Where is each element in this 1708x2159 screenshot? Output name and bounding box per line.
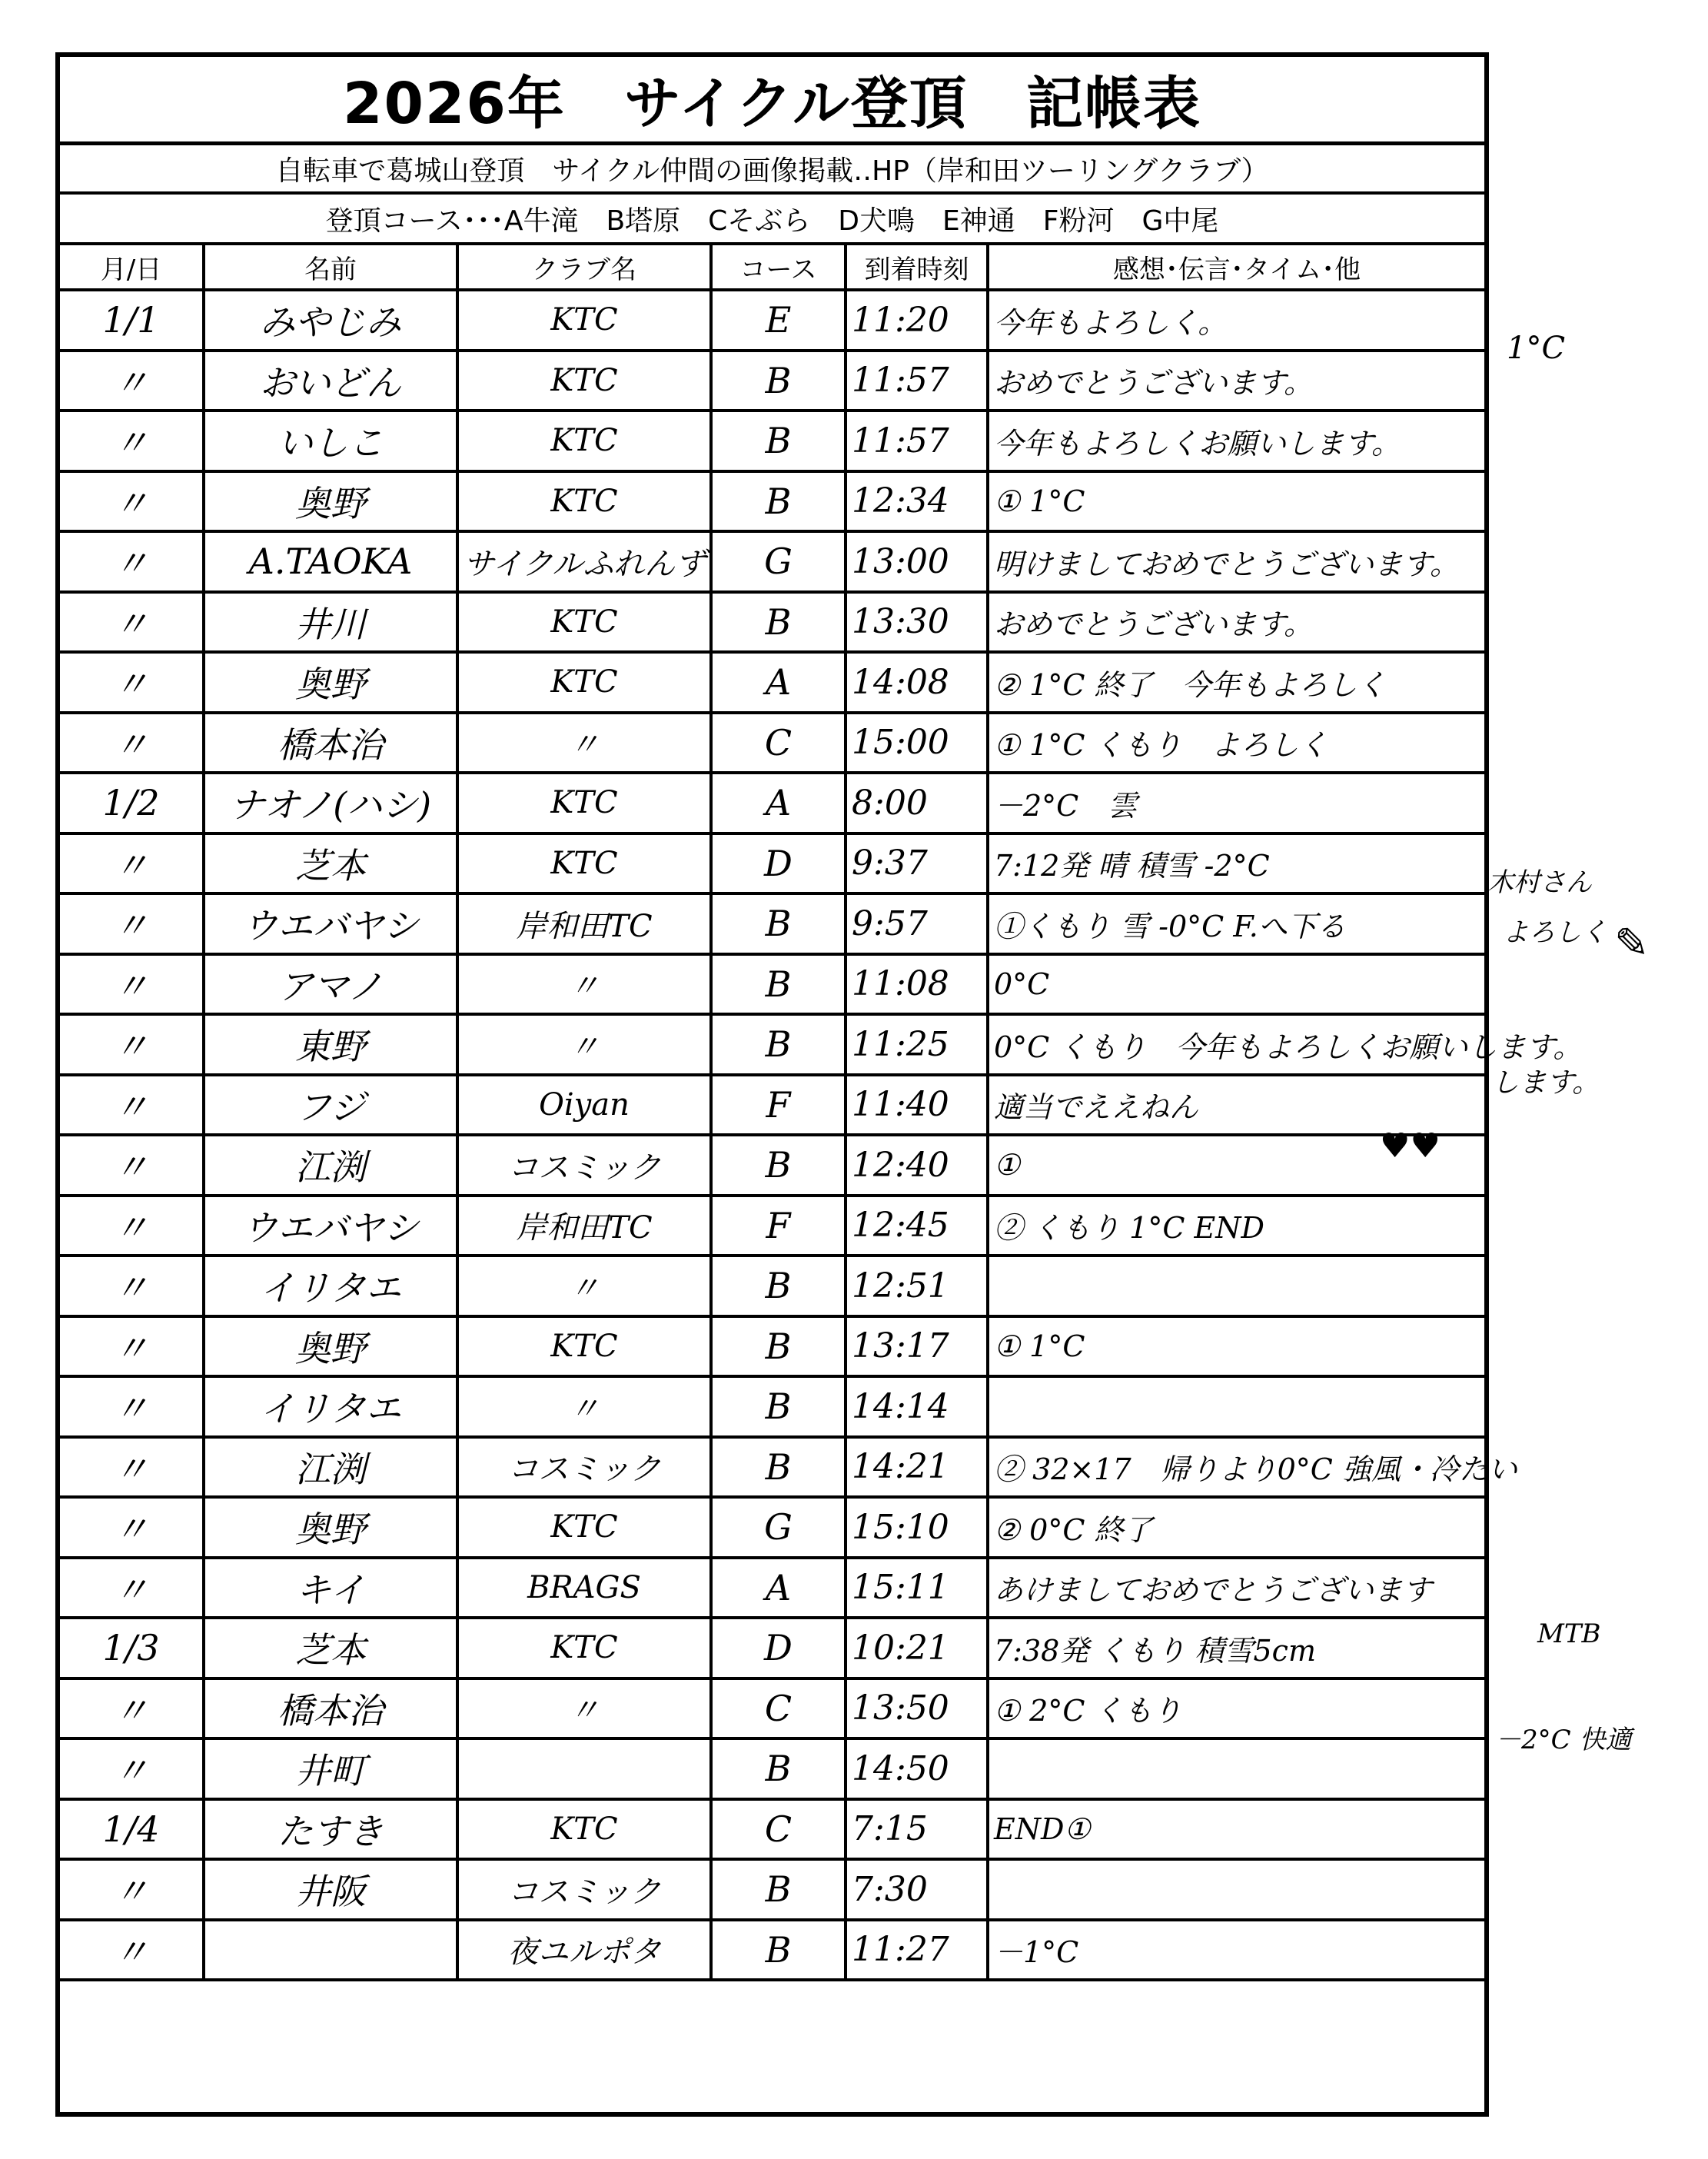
cell-date: 〃 — [60, 1256, 204, 1316]
cell-time: 9:57 — [846, 893, 988, 954]
cell-club: KTC — [457, 1799, 711, 1860]
table-row — [60, 1558, 1484, 1618]
cell-date: 〃 — [60, 1014, 204, 1075]
cell-time: 11:27 — [846, 1920, 988, 1981]
cell-time: 8:00 — [846, 773, 988, 833]
cell-club: Oiyan — [457, 1075, 711, 1136]
cell-time: 11:20 — [846, 290, 988, 351]
cell-club: コスミック — [457, 1437, 711, 1498]
subtitle: 自転車で葛城山登頂 サイクル仲間の画像掲載‥HP（岸和田ツーリングクラブ） — [60, 145, 1484, 195]
cell-comment: 0°C くもり 今年もよろしくお願いします。 — [988, 1014, 1484, 1075]
cell-date: 〃 — [60, 652, 204, 713]
cell-name: 橋本治 — [204, 1678, 457, 1739]
table-row — [60, 290, 1484, 351]
table-row — [60, 1014, 1484, 1075]
table-row — [60, 471, 1484, 532]
cell-time: 12:34 — [846, 471, 988, 532]
cell-date: 〃 — [60, 1859, 204, 1920]
col-header-time: 到着時刻 — [846, 245, 988, 290]
cell-comment: 7:12発 晴 積雪 -2°C — [988, 833, 1484, 894]
cell-club: 〃 — [457, 1376, 711, 1437]
cell-name: 芝本 — [204, 1618, 457, 1678]
table-row — [60, 1799, 1484, 1860]
cell-comment: おめでとうございます。 — [988, 351, 1484, 411]
cell-time: 11:40 — [846, 1075, 988, 1136]
cell-date: 〃 — [60, 1558, 204, 1618]
cell-date: 〃 — [60, 1497, 204, 1558]
cell-club: 〃 — [457, 954, 711, 1015]
cell-club: BRAGS — [457, 1558, 711, 1618]
cell-date: 〃 — [60, 1678, 204, 1739]
cell-course: B — [711, 351, 846, 411]
cell-date: 〃 — [60, 471, 204, 532]
cell-date: 〃 — [60, 411, 204, 471]
cell-comment: ① 2°C くもり — [988, 1678, 1484, 1739]
cell-time: 13:17 — [846, 1316, 988, 1377]
table-row — [60, 1256, 1484, 1316]
cell-date: 〃 — [60, 893, 204, 954]
cell-comment: END① — [988, 1799, 1484, 1860]
cell-name: イリタエ — [204, 1376, 457, 1437]
cell-course: B — [711, 1859, 846, 1920]
cell-comment: ① 1°C — [988, 1316, 1484, 1377]
cell-comment — [988, 1738, 1484, 1799]
cell-comment: ② くもり 1°C END — [988, 1196, 1484, 1256]
table-row — [60, 1738, 1484, 1799]
table-row — [60, 592, 1484, 653]
cell-name: 奥野 — [204, 1497, 457, 1558]
cell-name: 奥野 — [204, 471, 457, 532]
cell-comment: 7:38発 くもり 積雪5cm — [988, 1618, 1484, 1678]
cell-time: 14:14 — [846, 1376, 988, 1437]
course-legend: 登頂コース･･･A牛滝 B塔原 Cそぶら D犬鳴 E神通 F粉河 G中尾 — [60, 195, 1484, 245]
cell-time: 11:57 — [846, 351, 988, 411]
cell-name: みやじみ — [204, 290, 457, 351]
cell-course: G — [711, 531, 846, 592]
cell-name: 江渕 — [204, 1437, 457, 1498]
cell-club: KTC — [457, 773, 711, 833]
cell-course: B — [711, 1920, 846, 1981]
cell-time: 11:25 — [846, 1014, 988, 1075]
cell-date: 1/2 — [60, 773, 204, 833]
cell-course: C — [711, 713, 846, 773]
cell-comment — [988, 1256, 1484, 1316]
cell-club: 〃 — [457, 1678, 711, 1739]
cell-time: 11:57 — [846, 411, 988, 471]
cell-name: フジ — [204, 1075, 457, 1136]
cell-club: KTC — [457, 592, 711, 653]
cell-name: 橋本治 — [204, 713, 457, 773]
cell-comment: ① 1°C — [988, 471, 1484, 532]
cell-club: 〃 — [457, 1014, 711, 1075]
cell-course: C — [711, 1678, 846, 1739]
cell-course: F — [711, 1196, 846, 1256]
table-row — [60, 652, 1484, 713]
cell-course: B — [711, 1738, 846, 1799]
cell-name: たすき — [204, 1799, 457, 1860]
col-header-club: クラブ名 — [457, 245, 711, 290]
cell-club: KTC — [457, 652, 711, 713]
heart-icon: ♥♥ — [1380, 1126, 1441, 1166]
cell-comment: 今年もよろしくお願いします。 — [988, 411, 1484, 471]
cell-comment: ② 32×17 帰りより0°C 強風・冷たい — [988, 1437, 1484, 1498]
cell-course: B — [711, 1437, 846, 1498]
cell-name: ナオノ(ハシ) — [204, 773, 457, 833]
header-row — [60, 245, 1484, 290]
cell-course: A — [711, 773, 846, 833]
cell-club: コスミック — [457, 1859, 711, 1920]
cell-comment: －1°C — [988, 1920, 1484, 1981]
cell-name: 井川 — [204, 592, 457, 653]
cell-comment: あけましておめでとうございます — [988, 1558, 1484, 1618]
col-header-name: 名前 — [204, 245, 457, 290]
cell-date: 1/1 — [60, 290, 204, 351]
cell-time: 12:51 — [846, 1256, 988, 1316]
table-row — [60, 1678, 1484, 1739]
cell-course: G — [711, 1497, 846, 1558]
cell-comment: ② 1°C 終了 今年もよろしく — [988, 652, 1484, 713]
cell-name: アマノ — [204, 954, 457, 1015]
cell-club: KTC — [457, 1316, 711, 1377]
table-row — [60, 1618, 1484, 1678]
cell-comment: 0°C — [988, 954, 1484, 1015]
cell-club: 〃 — [457, 713, 711, 773]
col-header-comment: 感想･伝言･タイム･他 — [988, 245, 1484, 290]
cell-date: 〃 — [60, 833, 204, 894]
cell-comment — [988, 1859, 1484, 1920]
cell-time: 15:00 — [846, 713, 988, 773]
cell-time: 7:30 — [846, 1859, 988, 1920]
cell-club — [457, 1738, 711, 1799]
cell-name: 芝本 — [204, 833, 457, 894]
cell-name: 井阪 — [204, 1859, 457, 1920]
cell-course: B — [711, 592, 846, 653]
cell-date: 〃 — [60, 1920, 204, 1981]
cell-course: B — [711, 1316, 846, 1377]
cell-course: B — [711, 1135, 846, 1196]
table-row — [60, 713, 1484, 773]
cell-date: 〃 — [60, 713, 204, 773]
cell-comment: 今年もよろしく。 — [988, 290, 1484, 351]
table-row — [60, 893, 1484, 954]
cell-date: 1/4 — [60, 1799, 204, 1860]
margin-note: 木村さん — [1487, 867, 1592, 898]
cell-date: 〃 — [60, 1316, 204, 1377]
cell-name: イリタエ — [204, 1256, 457, 1316]
cell-club: サイクルふれんず — [457, 531, 711, 592]
cell-date: 〃 — [60, 1135, 204, 1196]
cell-club: KTC — [457, 1497, 711, 1558]
cell-course: B — [711, 471, 846, 532]
cell-course: F — [711, 1075, 846, 1136]
table-row — [60, 351, 1484, 411]
col-header-course: コース — [711, 245, 846, 290]
table-row — [60, 1920, 1484, 1981]
cell-name: 江渕 — [204, 1135, 457, 1196]
cell-club: KTC — [457, 1618, 711, 1678]
table-row — [60, 411, 1484, 471]
cell-date: 〃 — [60, 592, 204, 653]
cell-course: E — [711, 290, 846, 351]
margin-note: よろしく — [1503, 917, 1607, 948]
cell-time: 14:08 — [846, 652, 988, 713]
cell-comment: ①くもり 雪 -0°C F.へ下る — [988, 893, 1484, 954]
cell-club: 〃 — [457, 1256, 711, 1316]
cell-name: 奥野 — [204, 652, 457, 713]
cell-comment: ① 1°C くもり よろしく — [988, 713, 1484, 773]
table-row — [60, 1196, 1484, 1256]
cell-name — [204, 1920, 457, 1981]
cell-time: 15:10 — [846, 1497, 988, 1558]
margin-note: MTB — [1537, 1618, 1601, 1649]
margin-note: －2°C 快適 — [1495, 1725, 1632, 1755]
cell-comment: おめでとうございます。 — [988, 592, 1484, 653]
table-row — [60, 1075, 1484, 1136]
cell-time: 13:00 — [846, 531, 988, 592]
cell-name: キイ — [204, 1558, 457, 1618]
cell-time: 10:21 — [846, 1618, 988, 1678]
cell-time: 7:15 — [846, 1799, 988, 1860]
cell-course: D — [711, 1618, 846, 1678]
cell-course: A — [711, 1558, 846, 1618]
cell-time: 12:40 — [846, 1135, 988, 1196]
table-row — [60, 1437, 1484, 1498]
cell-course: B — [711, 1014, 846, 1075]
cell-course: B — [711, 893, 846, 954]
cell-course: D — [711, 833, 846, 894]
table-row — [60, 954, 1484, 1015]
cell-date: 1/3 — [60, 1618, 204, 1678]
cell-comment: ② 0°C 終了 — [988, 1497, 1484, 1558]
table-row — [60, 531, 1484, 592]
cell-name: いしこ — [204, 411, 457, 471]
table-row — [60, 1859, 1484, 1920]
cell-name: 東野 — [204, 1014, 457, 1075]
cell-comment: 明けましておめでとうございます。 — [988, 531, 1484, 592]
cell-name: A.TAOKA — [204, 531, 457, 592]
table-row — [60, 1497, 1484, 1558]
cell-time: 13:30 — [846, 592, 988, 653]
cell-club: 岸和田TC — [457, 1196, 711, 1256]
table-row — [60, 773, 1484, 833]
cell-name: ウエバヤシ — [204, 1196, 457, 1256]
cell-club: 岸和田TC — [457, 893, 711, 954]
cell-course: B — [711, 411, 846, 471]
cell-club: 夜ユルポタ — [457, 1920, 711, 1981]
cell-time: 15:11 — [846, 1558, 988, 1618]
table-row — [60, 833, 1484, 894]
cell-time: 14:21 — [846, 1437, 988, 1498]
cell-name: 井町 — [204, 1738, 457, 1799]
cell-course: C — [711, 1799, 846, 1860]
cell-date: 〃 — [60, 954, 204, 1015]
cell-comment: 適当でええねん — [988, 1075, 1484, 1136]
col-header-date: 月/日 — [60, 245, 204, 290]
margin-note: 1°C — [1507, 331, 1566, 366]
cell-club: KTC — [457, 351, 711, 411]
cell-club: KTC — [457, 833, 711, 894]
cell-course: B — [711, 1376, 846, 1437]
cell-name: 奥野 — [204, 1316, 457, 1377]
table-row — [60, 1376, 1484, 1437]
cell-date: 〃 — [60, 1437, 204, 1498]
cell-time: 13:50 — [846, 1678, 988, 1739]
table-row — [60, 1135, 1484, 1196]
cell-time: 11:08 — [846, 954, 988, 1015]
margin-note: します。 — [1491, 1067, 1600, 1099]
cell-date: 〃 — [60, 1075, 204, 1136]
cell-name: おいどん — [204, 351, 457, 411]
cell-date: 〃 — [60, 1738, 204, 1799]
cell-club: コスミック — [457, 1135, 711, 1196]
cell-course: B — [711, 1256, 846, 1316]
cell-time: 12:45 — [846, 1196, 988, 1256]
cell-course: B — [711, 954, 846, 1015]
cell-date: 〃 — [60, 351, 204, 411]
cell-club: KTC — [457, 290, 711, 351]
cell-date: 〃 — [60, 1196, 204, 1256]
cell-comment: －2°C 雲 — [988, 773, 1484, 833]
cell-course: A — [711, 652, 846, 713]
cell-time: 9:37 — [846, 833, 988, 894]
cell-date: 〃 — [60, 531, 204, 592]
cell-comment — [988, 1376, 1484, 1437]
table-row — [60, 1316, 1484, 1377]
pencil-icon: ✎ — [1614, 919, 1650, 967]
cell-name: ウエバヤシ — [204, 893, 457, 954]
cell-comment: ① — [988, 1135, 1484, 1196]
cell-club: KTC — [457, 411, 711, 471]
cell-time: 14:50 — [846, 1738, 988, 1799]
page-title: 2026年 サイクル登頂 記帳表 — [60, 57, 1484, 145]
cell-date: 〃 — [60, 1376, 204, 1437]
cell-club: KTC — [457, 471, 711, 532]
